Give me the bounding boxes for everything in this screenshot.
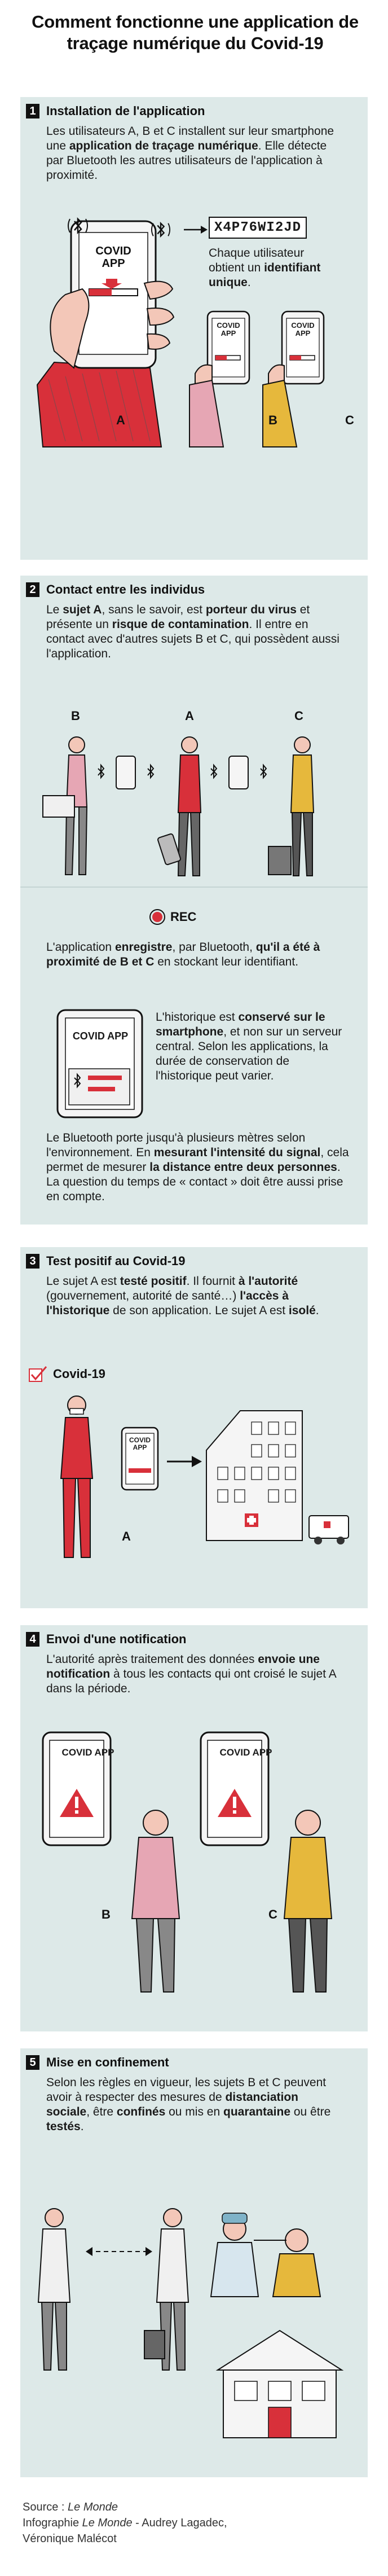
notification-scene-illustration bbox=[32, 1732, 359, 2003]
label-b: B bbox=[102, 1907, 111, 1921]
id-arrow-icon bbox=[184, 224, 209, 235]
positive-scene-illustration bbox=[37, 1388, 364, 1591]
step-5-text: Selon les règles en vigueur, les sujets B et C peuvent avoir à respecter des mesures de distanciation sociale, être confinés ou mis en quarantaine ou être testés. bbox=[46, 2076, 331, 2133]
phone-c-app-label: COVID APP bbox=[219, 1747, 272, 1758]
label-b: B bbox=[71, 709, 80, 723]
bluetooth-icon bbox=[151, 220, 170, 239]
hand-phone-illustration bbox=[32, 199, 212, 447]
history-text: L'historique est conservé sur le smartphone, et non sur un serveur central. Selon les applications, la durée de conservation de l'historique peut varier. bbox=[156, 1011, 342, 1082]
small-phone-c-app-label: COVID APP bbox=[291, 321, 315, 337]
history-phone-illustration bbox=[58, 1010, 148, 1123]
footer-credit-line2: Véronique Malécot bbox=[23, 2533, 117, 2545]
page-title: Comment fonctionne une application de traçage numérique du Covid-19 bbox=[32, 12, 359, 53]
label-c: C bbox=[345, 413, 354, 427]
confinement-scene-illustration bbox=[32, 2184, 359, 2455]
step-3-title: Test positif au Covid-19 bbox=[46, 1254, 186, 1268]
unique-id-code: X4P76WI2JD bbox=[209, 217, 307, 239]
step-2-panel bbox=[20, 576, 368, 1225]
id-caption: Chaque utilisateur obtient un identifiant unique. bbox=[209, 247, 321, 289]
label-a: A bbox=[116, 413, 125, 427]
step-2-title: Contact entre les individus bbox=[46, 582, 205, 596]
step-1-title: Installation de l'application bbox=[46, 104, 205, 118]
step-4-title: Envoi d'une notification bbox=[46, 1632, 187, 1646]
contact-scene-illustration bbox=[20, 722, 368, 903]
step-3-phone-app-label: COVID APP bbox=[129, 1436, 151, 1451]
check-icon bbox=[28, 1366, 47, 1383]
rec-label: REC bbox=[170, 910, 197, 924]
big-phone-progress-bar bbox=[89, 279, 140, 301]
step-2-text: Le sujet A, sans le savoir, est porteur du virus et présente un risque de contamination. Il entre en contact avec d'autres sujets B et C, qui possèdent aussi l'application. bbox=[46, 603, 340, 660]
label-b: B bbox=[268, 413, 277, 427]
step-4-number: 4 bbox=[26, 1632, 39, 1647]
label-a: A bbox=[122, 1529, 131, 1543]
step-5-panel bbox=[20, 2048, 368, 2477]
label-a: A bbox=[185, 709, 194, 723]
step-2-number: 2 bbox=[26, 582, 39, 597]
step-1-panel bbox=[20, 97, 368, 560]
step-4-panel bbox=[20, 1625, 368, 2031]
step-1-number: 1 bbox=[26, 104, 39, 119]
rec-text: L'application enregistre, par Bluetooth, qu'il a été à proximité de B et C en stockant leur identifiant. bbox=[46, 941, 320, 968]
step-3-panel bbox=[20, 1247, 368, 1608]
small-phone-b-app-label: COVID APP bbox=[217, 321, 240, 337]
rec-indicator-icon bbox=[149, 909, 166, 925]
big-phone-app-label: COVID APP bbox=[95, 245, 131, 270]
step-1-text: Les utilisateurs A, B et C installent sur leur smartphone une application de traçage numérique. Elle détecte par Bluetooth les autres utilisateurs de l'application à proximité. bbox=[46, 125, 334, 182]
step-5-title: Mise en confinement bbox=[46, 2055, 169, 2069]
bluetooth-icon bbox=[68, 216, 88, 236]
label-c: C bbox=[294, 709, 303, 723]
label-c: C bbox=[268, 1907, 277, 1921]
footer-credit: Infographie Le Monde - Audrey Lagadec, bbox=[23, 2517, 227, 2529]
footer-source: Source : Le Monde bbox=[23, 2501, 118, 2513]
step-3-text: Le sujet A est testé positif. Il fournit à l'autorité (gouvernement, autorité de santé…) l'accès à l'historique de son application. Le sujet A est isolé. bbox=[46, 1275, 319, 1317]
step-4-text: L'autorité après traitement des données envoie une notification à tous les contacts qui ont croisé le sujet A dans la période. bbox=[46, 1653, 336, 1695]
bluetooth-text: Le Bluetooth porte jusqu'à plusieurs mètres selon l'environnement. En mesurant l'intensité du signal, cela permet de mesurer la distance entre deux personnes. La question du temps de « contact » doit être aussi prise en compte. bbox=[46, 1131, 349, 1203]
step-3-number: 3 bbox=[26, 1254, 39, 1269]
covid-checkbox-label: Covid-19 bbox=[53, 1367, 105, 1381]
phone-b-app-label: COVID APP bbox=[61, 1747, 114, 1758]
history-phone-app-label: COVID APP bbox=[72, 1030, 129, 1042]
step-5-number: 5 bbox=[26, 2055, 39, 2070]
